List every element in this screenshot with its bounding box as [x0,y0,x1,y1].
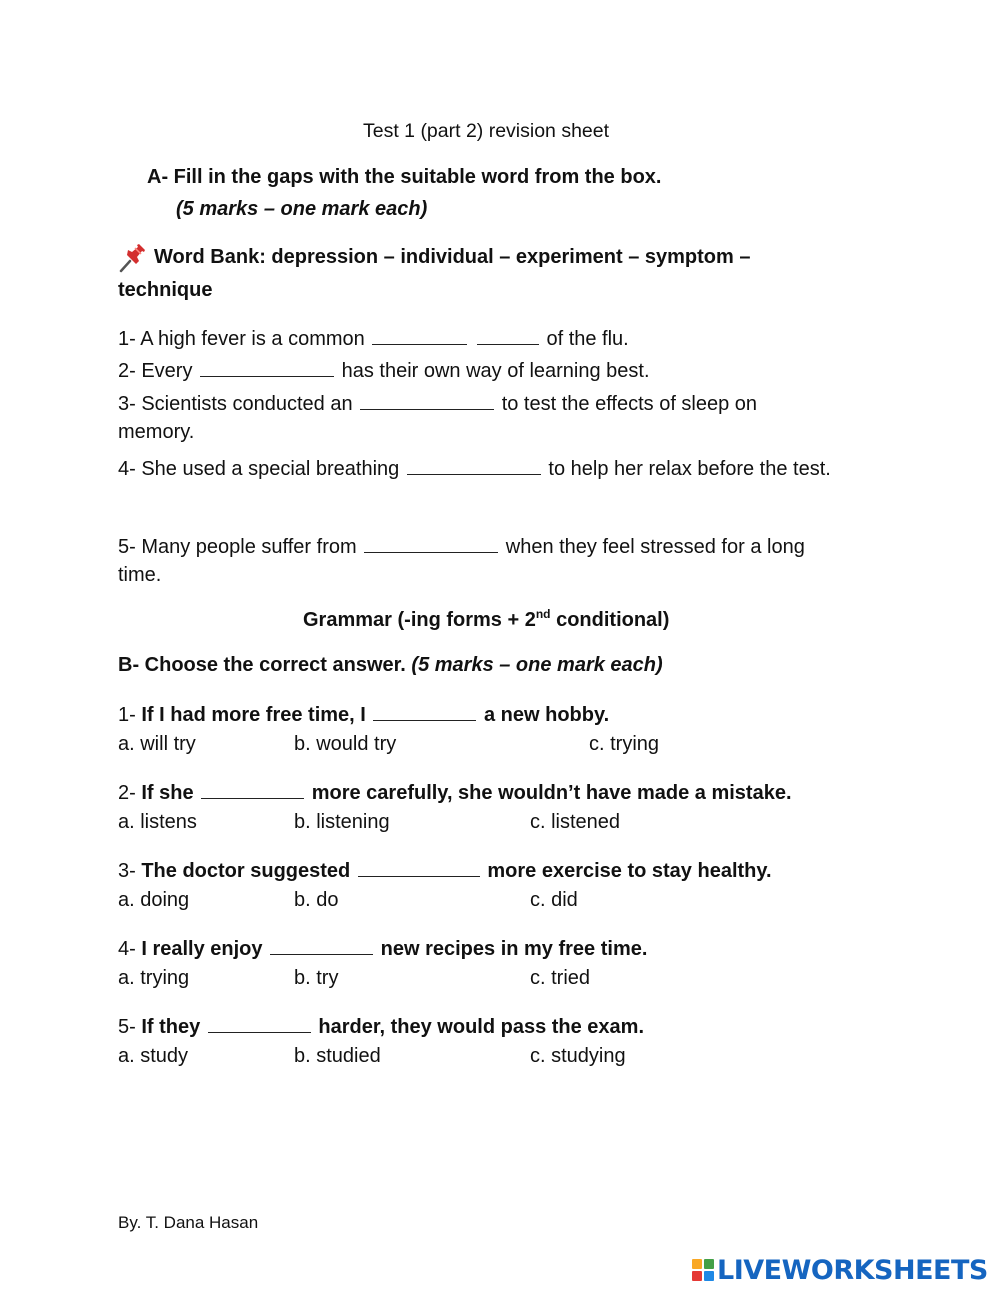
page-title: Test 1 (part 2) revision sheet [363,120,610,142]
question-5-continuation: time. [118,564,162,586]
question-text: I really enjoy [141,938,269,960]
question-text: more carefully, she wouldn’t have made a mistake. [306,782,792,804]
mc-question-4 [118,934,647,961]
question-text: new recipes in my free time. [375,938,648,960]
word-bank-line1: Word Bank: depression – individual – experiment – symptom – [154,246,751,268]
answer-blank[interactable] [373,700,476,721]
author-credit: By. T. Dana Hasan [118,1213,259,1232]
gap-question-3 [118,389,757,416]
mc-question-3 [118,856,772,883]
option-a[interactable]: a. study [118,1045,189,1067]
question-text: to help her relax before the test. [542,458,831,480]
section-b-heading [118,654,663,677]
option-a[interactable]: a. doing [118,889,190,911]
question-number: 4- [118,938,142,960]
question-number: 5- [118,1016,142,1038]
question-text: of the flu. [540,328,629,350]
liveworksheets-logo-icon [692,1259,714,1281]
option-b[interactable]: b. listening [294,811,390,833]
gap-question-2 [118,356,650,383]
section-b-heading-text: B- Choose the correct answer. [118,654,412,676]
gap-question-5 [118,532,805,559]
question-text: If they [141,1016,206,1038]
gap-question-4 [118,454,831,481]
question-text: 2- Every [118,360,199,382]
question-3-continuation: memory. [118,421,195,443]
option-c[interactable]: c. studying [530,1045,626,1067]
question-text: when they feel stressed for a long [500,536,805,558]
liveworksheets-logo-text: LIVEWORKSHEETS [717,1254,988,1286]
option-b[interactable]: b. do [294,889,339,911]
question-number: 2- [118,782,142,804]
answer-blank[interactable] [200,356,334,377]
word-bank-line2: technique [118,279,213,301]
mc-question-1 [118,700,609,727]
option-a[interactable]: a. trying [118,967,190,989]
question-text: 4- She used a special breathing [118,458,405,480]
question-text: 1- A high fever is a common [118,328,371,350]
question-text: 5- Many people suffer from [118,536,363,558]
option-b[interactable]: b. try [294,967,339,989]
question-text: harder, they would pass the exam. [312,1016,645,1038]
liveworksheets-logo [692,1254,988,1286]
grammar-title [303,609,669,632]
grammar-title-sup: nd [535,607,551,621]
answer-blank[interactable] [364,532,498,553]
option-a[interactable]: a. listens [118,811,197,833]
section-a-heading: A- Fill in the gaps with the suitable word from the box. [147,166,662,188]
answer-blank[interactable] [208,1012,311,1033]
grammar-title-text: Grammar (-ing forms + 2 [303,609,536,631]
gap-question-1 [118,324,629,351]
section-a-marks: (5 marks – one mark each) [176,198,428,220]
option-c[interactable]: c. did [530,889,578,911]
answer-blank[interactable] [407,454,541,475]
answer-blank[interactable] [372,324,467,345]
option-b[interactable]: b. would try [294,733,397,755]
question-text: 3- Scientists conducted an [118,393,359,415]
question-text: has their own way of learning best. [336,360,650,382]
question-text: more exercise to stay healthy. [481,860,772,882]
option-c[interactable]: c. listened [530,811,621,833]
option-a[interactable]: a. will try [118,733,196,755]
answer-blank[interactable] [201,778,304,799]
option-b[interactable]: b. studied [294,1045,381,1067]
option-c[interactable]: c. tried [530,967,591,989]
pushpin-icon [118,243,148,273]
mc-question-5 [118,1012,644,1039]
section-b-marks: (5 marks – one mark each) [411,654,663,676]
question-number: 3- [118,860,142,882]
question-text: a new hobby. [478,704,610,726]
option-c[interactable]: c. trying [589,733,660,755]
grammar-title-text: conditional) [550,609,670,631]
question-text: If I had more free time, I [141,704,372,726]
question-number: 1- [118,704,142,726]
answer-blank[interactable] [358,856,480,877]
answer-blank[interactable] [270,934,373,955]
question-text: If she [141,782,200,804]
mc-question-2 [118,778,792,805]
answer-blank[interactable] [360,389,494,410]
question-text: The doctor suggested [141,860,356,882]
answer-blank[interactable] [477,324,539,345]
question-text: to test the effects of sleep on [496,393,758,415]
